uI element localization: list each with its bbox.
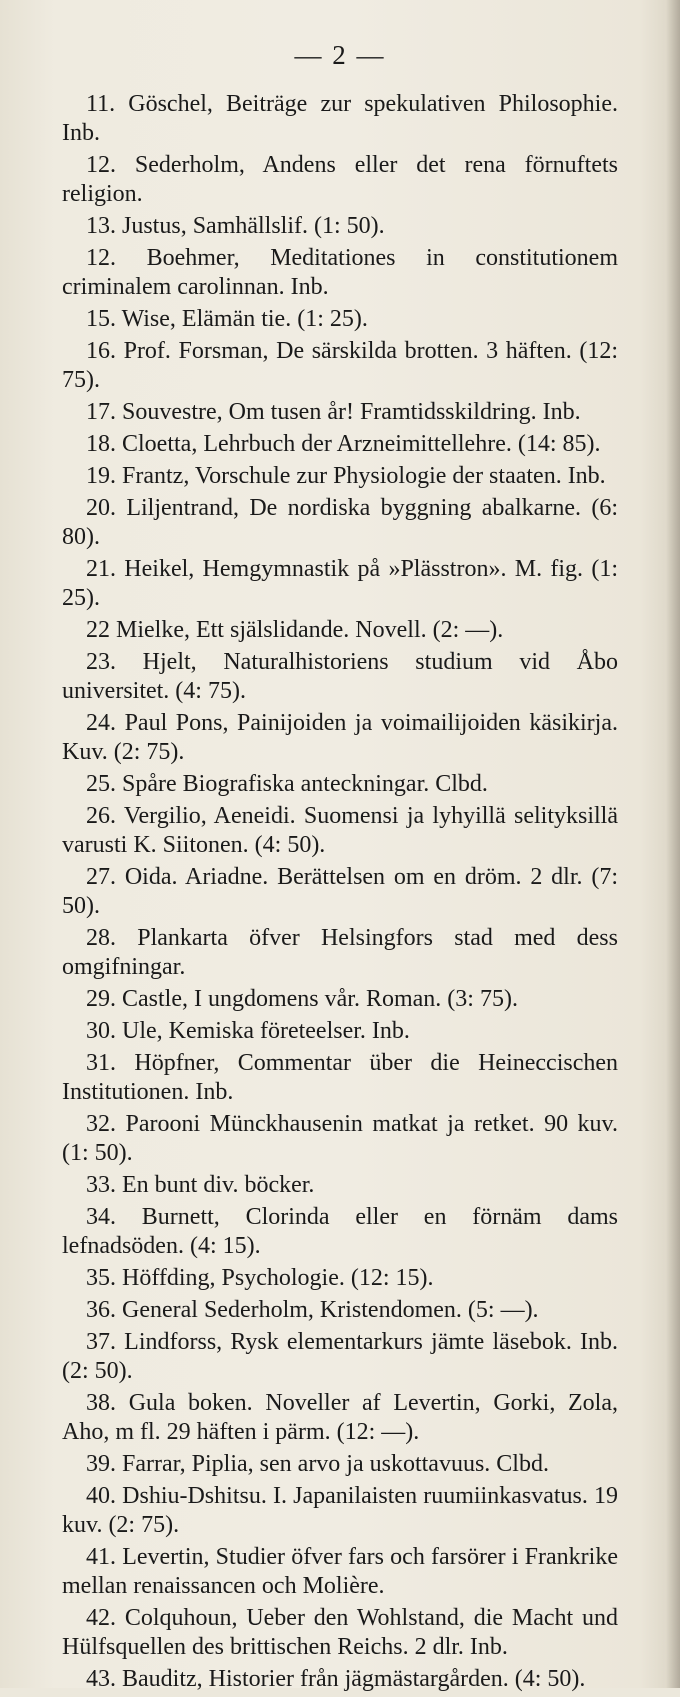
- catalog-entry: 34. Burnett, Clorinda eller en förnäm dams lefnadsöden. (4: 15).: [62, 1204, 618, 1259]
- page-number: — 2 —: [294, 40, 386, 70]
- catalog-entry: 37. Lindforss, Rysk elementarkurs jämte läsebok. Inb. (2: 50).: [62, 1329, 618, 1384]
- catalog-entry: 41. Levertin, Studier öfver fars och farsörer i Frankrike mellan renaissancen och Molière.: [62, 1544, 618, 1599]
- catalog-entry: 33. En bunt div. böcker.: [86, 1172, 315, 1198]
- catalog-entry: 25. Spåre Biografiska anteckningar. Clbd.: [86, 771, 488, 797]
- catalog-entry: 36. General Sederholm, Kristendomen. (5: —).: [86, 1297, 539, 1323]
- catalog-entry: 23. Hjelt, Naturalhistoriens studium vid Åbo universitet. (4: 75).: [62, 649, 618, 704]
- catalog-entry: 31. Höpfner, Commentar über die Heineccischen Institutionen. Inb.: [62, 1050, 618, 1105]
- catalog-entry: 19. Frantz, Vorschule zur Physiologie der staaten. Inb.: [86, 463, 606, 489]
- catalog-entry: 13. Justus, Samhällslif. (1: 50).: [86, 213, 385, 239]
- catalog-entry-list: [62, 90, 618, 1697]
- catalog-entry: 29. Castle, I ungdomens vår. Roman. (3: 75).: [86, 986, 518, 1012]
- catalog-entry: 24. Paul Pons, Painijoiden ja voimailijoiden käsikirja. Kuv. (2: 75).: [62, 710, 618, 765]
- catalog-entry: 27. Oida. Ariadne. Berättelsen om en dröm. 2 dlr. (7: 50).: [62, 864, 618, 919]
- catalog-entry: 22 Mielke, Ett själslidande. Novell. (2: —).: [86, 617, 504, 643]
- catalog-entry: 21. Heikel, Hemgymnastik på »Plässtron». M. fig. (1: 25).: [62, 556, 618, 611]
- catalog-entry: 17. Souvestre, Om tusen år! Framtidsskildring. Inb.: [86, 399, 581, 425]
- catalog-entry: 32. Parooni Münckhausenin matkat ja retket. 90 kuv. (1: 50).: [62, 1111, 618, 1166]
- catalog-entry: 39. Farrar, Piplia, sen arvo ja uskottavuus. Clbd.: [86, 1451, 549, 1477]
- catalog-entry: 38. Gula boken. Noveller af Levertin, Gorki, Zola, Aho, m fl. 29 häften i pärm. (12: —).: [62, 1390, 618, 1445]
- catalog-entry: 20. Liljentrand, De nordiska byggning abalkarne. (6: 80).: [62, 495, 618, 550]
- catalog-entry: 42. Colquhoun, Ueber den Wohlstand, die Macht und Hülfsquellen des brittischen Reichs. 2 dlr. Inb.: [62, 1605, 618, 1660]
- catalog-entry: 26. Vergilio, Aeneidi. Suomensi ja lyhyillä selityksillä varusti K. Siitonen. (4: 50).: [62, 803, 618, 858]
- page-edge-shadow: [666, 0, 680, 1688]
- catalog-entry: 12. Sederholm, Andens eller det rena förnuftets religion.: [62, 152, 618, 207]
- catalog-entry: 35. Höffding, Psychologie. (12: 15).: [86, 1265, 434, 1291]
- catalog-entry: 18. Cloetta, Lehrbuch der Arzneimittellehre. (14: 85).: [86, 431, 601, 457]
- catalog-entry: 15. Wise, Elämän tie. (1: 25).: [86, 306, 368, 332]
- catalog-entry: 12. Boehmer, Meditationes in constitutionem criminalem carolinnan. Inb.: [62, 245, 618, 300]
- catalog-entry: 30. Ule, Kemiska företeelser. Inb.: [86, 1018, 410, 1044]
- catalog-entry: 11. Göschel, Beiträge zur spekulativen Philosophie. Inb.: [62, 91, 618, 146]
- catalog-entry: 16. Prof. Forsman, De särskilda brotten. 3 häften. (12: 75).: [62, 338, 618, 393]
- catalog-entry: 43. Bauditz, Historier från jägmästargården. (4: 50).: [86, 1666, 586, 1692]
- catalog-entry: 28. Plankarta öfver Helsingfors stad med dess omgifningar.: [62, 925, 618, 980]
- catalog-entry: 40. Dshiu-Dshitsu. I. Japanilaisten ruumiinkasvatus. 19 kuv. (2: 75).: [62, 1483, 618, 1538]
